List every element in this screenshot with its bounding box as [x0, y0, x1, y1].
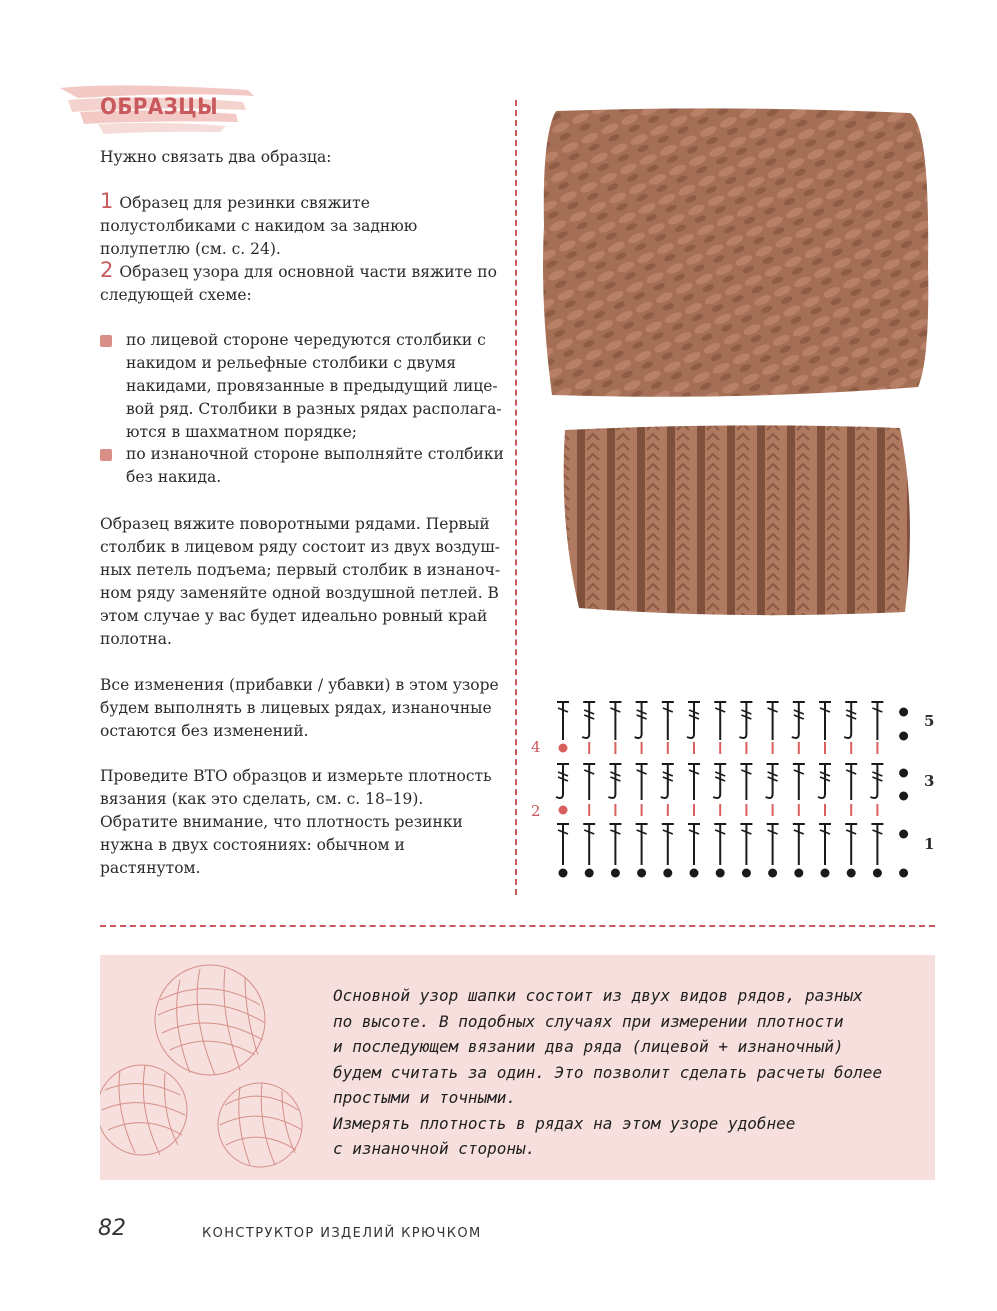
row-label: 4 [531, 738, 541, 756]
relief-stitch [687, 702, 694, 738]
relief-stitch [739, 702, 746, 738]
chain-dot [847, 869, 856, 878]
chain-dot [690, 869, 699, 878]
relief-stitch [713, 764, 720, 798]
item-number: 2 [100, 258, 114, 282]
horizontal-divider [100, 925, 935, 927]
chain-dot [663, 869, 672, 878]
relief-stitch [582, 702, 589, 738]
book-title: КОНСТРУКТОР ИЗДЕЛИЙ КРЮЧКОМ [202, 1226, 482, 1241]
chain-dot [559, 806, 568, 815]
relief-stitch [792, 702, 799, 738]
chain-dot [611, 869, 620, 878]
row-label: 3 [924, 772, 935, 790]
relief-stitch [870, 764, 877, 798]
relief-stitch [818, 764, 825, 798]
chain-dot [637, 869, 646, 878]
row-label: 2 [531, 802, 541, 820]
relief-stitch [844, 702, 851, 738]
chain-dot [899, 732, 908, 741]
intro-text: Нужно связать два образца: [100, 148, 332, 166]
note-text: Основной узор шапки состоит из двух видов рядов, разных по высоте. В подобных случаях при измерении плотности и последующем вязании два ряда (лицевой + изнаночный) будем считать за один. Это позволит сделать расчеты более простыми и точными. Измерять плотность в рядах на этом узоре удобнее с изнаночной стороны. [333, 986, 883, 1158]
page-title: ОБРАЗЦЫ [100, 95, 219, 120]
chain-dot [794, 869, 803, 878]
item-number: 1 [100, 189, 114, 213]
chain-dot [559, 869, 568, 878]
row-label: 1 [924, 835, 935, 853]
paragraph: Проведите ВТО образцов и измерьте плотность вязания (как это сделать, см. с. 18–19). Обратите внимание, что плотность резинки нужна в двух состояниях: обычном и растянутом. [100, 767, 492, 877]
relief-stitch [661, 764, 668, 798]
chain-dot [899, 830, 908, 839]
chain-dot [716, 869, 725, 878]
row-label: 5 [924, 712, 935, 730]
chain-dot [899, 869, 908, 878]
chain-dot [899, 792, 908, 801]
ribbing-swatch-photo [555, 422, 925, 622]
chain-dot [821, 869, 830, 878]
bullet-item: по изнаночной стороне выполняйте столбики без накида. [126, 445, 504, 486]
relief-stitch [766, 764, 773, 798]
relief-stitch [635, 702, 642, 738]
stitch-diagram [525, 690, 945, 890]
chain-dot [899, 769, 908, 778]
bullet-icon [100, 335, 112, 347]
chain-dot [559, 744, 568, 753]
paragraph: Все изменения (прибавки / убавки) в этом узоре будем выполнять в лицевых рядах, изнаночные остаются без изменений. [100, 676, 499, 740]
item-2 [100, 259, 505, 307]
bullet-item: по лицевой стороне чередуются столбики с накидом и рельефные столбики с двумя накидами, провязанные в предыдущий лице- вой ряд. Столбики в разных рядах располага- ются в шахматном порядке; [126, 331, 502, 441]
item-1 [100, 190, 505, 261]
relief-stitch [608, 764, 615, 798]
chain-dot [873, 869, 882, 878]
yarn-balls-illustration [100, 955, 330, 1180]
relief-stitch [556, 764, 563, 798]
item-text: Образец узора для основной части вяжите по следующей схеме: [100, 263, 497, 304]
page-number: 82 [98, 1216, 126, 1241]
paragraph: Образец вяжите поворотными рядами. Первый столбик в лицевом ряду состоит из двух воздуш- ных петель подъема; первый столбик в изнаноч- ном ряду заменяйте одной воздушной петлей. В этом случае у вас будет идеально ровный край полотна. [100, 515, 501, 648]
pattern-swatch-photo [538, 105, 938, 415]
chain-dot [768, 869, 777, 878]
bullet-icon [100, 449, 112, 461]
vertical-divider [515, 100, 517, 895]
chain-dot [742, 869, 751, 878]
chain-dot [899, 708, 908, 717]
item-text: Образец для резинки свяжите полустолбиками с накидом за заднюю полупетлю (см. с. 24). [100, 194, 418, 258]
chain-dot [585, 869, 594, 878]
